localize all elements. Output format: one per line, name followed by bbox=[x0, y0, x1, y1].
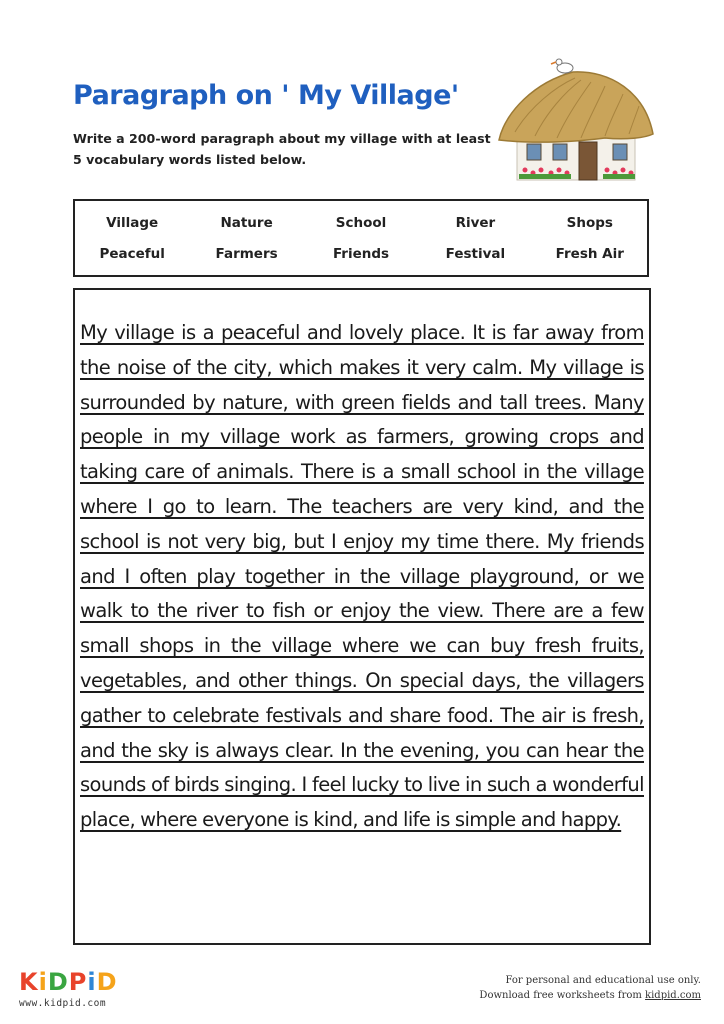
vocab-word: Village bbox=[106, 214, 159, 231]
logo-url[interactable]: www.kidpid.com bbox=[19, 998, 107, 1009]
vocabulary-box bbox=[73, 199, 649, 277]
logo-letter: P bbox=[68, 968, 88, 996]
vocab-word: Shops bbox=[566, 214, 613, 231]
footer-line-usage: For personal and educational use only. bbox=[505, 975, 701, 986]
vocab-word: Peaceful bbox=[99, 245, 165, 262]
logo-letter: D bbox=[96, 968, 118, 996]
paragraph-text: My village is a peaceful and lovely place. It is far away from the noise of the city, which makes it very calm. My village is surrounded by nature, with green fields and tall trees. Many people in my village work as farmers, growing crops and taking care of animals. There is a small school in the village where I go to learn. The teachers are very kind, and the school is not very big, but I enjoy my time there. My friends and I often play together in the village playground, or we walk to the river to fish or enjoy the view. There are a few small shops in the village where we can buy fresh fruits, vegetables, and other things. On special days, the villagers gather to celebrate festivals and share food. The air is fresh, and the sky is always clear. In the evening, you can hear the sounds of birds singing. I feel lucky to live in such a wonderful place, where everyone is kind, and life is simple and happy. bbox=[80, 321, 644, 832]
thatched-hut-icon bbox=[495, 52, 655, 187]
footer-line-download bbox=[479, 988, 701, 1003]
vocab-word: River bbox=[455, 214, 496, 231]
kidpid-logo[interactable] bbox=[19, 970, 118, 994]
vocab-word: Friends bbox=[332, 245, 390, 262]
logo-letter: D bbox=[47, 968, 69, 996]
instructions: Write a 200-word paragraph about my village with at least 5 vocabulary words listed below. bbox=[73, 131, 491, 167]
vocab-word: Fresh Air bbox=[555, 245, 624, 262]
footer-note bbox=[479, 973, 701, 1003]
page-title: Paragraph on ' My Village' bbox=[73, 80, 459, 111]
vocab-word: Festival bbox=[445, 245, 506, 262]
vocab-word: Nature bbox=[220, 214, 273, 231]
logo-letter: K bbox=[19, 968, 39, 996]
logo-letter: i bbox=[38, 968, 48, 996]
footer-download-text: Download free worksheets from bbox=[479, 990, 646, 1001]
vocab-word: School bbox=[335, 214, 387, 231]
logo-letter: i bbox=[87, 968, 97, 996]
vocab-word: Farmers bbox=[215, 245, 278, 262]
footer-link[interactable]: kidpid.com bbox=[645, 990, 701, 1001]
paragraph-box bbox=[73, 288, 651, 945]
